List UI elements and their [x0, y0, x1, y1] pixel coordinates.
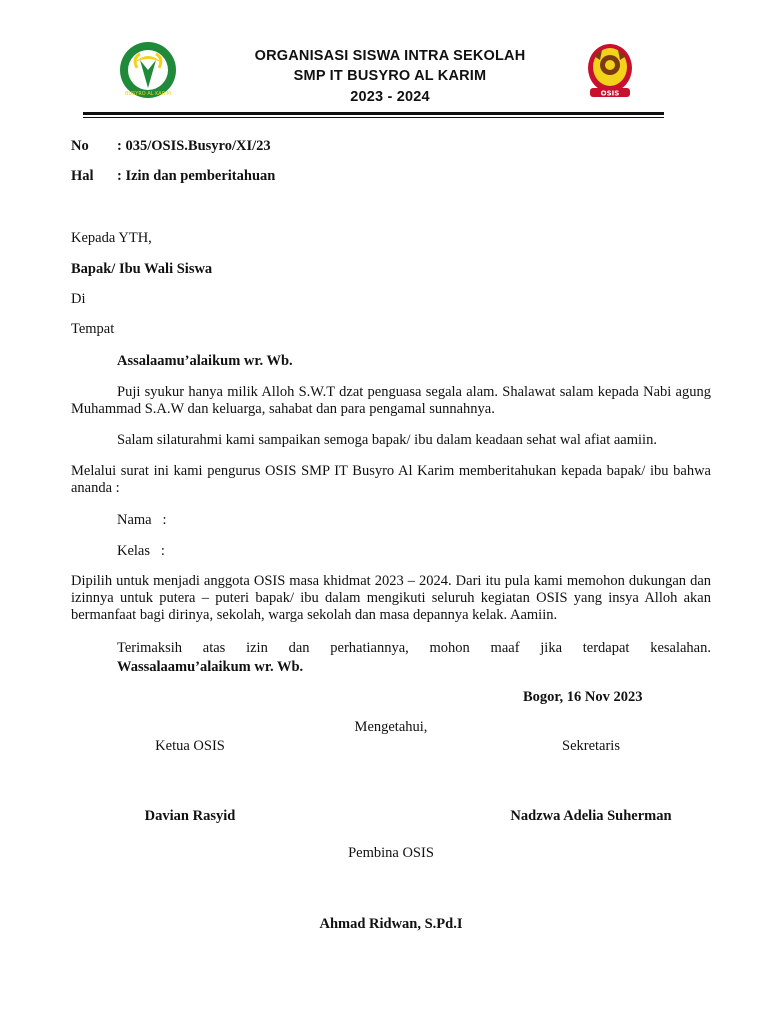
sekretaris-title: Sekretaris [562, 738, 620, 754]
school-name: SMP IT BUSYRO AL KARIM [293, 68, 487, 84]
recipient-name: Bapak/ Ibu Wali Siswa [71, 261, 213, 277]
mengetahui-label: Mengetahui, [354, 719, 428, 735]
header-rule [83, 112, 664, 115]
paragraph-3: Melalui surat ini kami pengurus OSIS SMP IT Busyro Al Karim memberitahukan kepada bapak/ ibu bahwa ananda : [71, 463, 711, 496]
hal-value: : Izin dan pemberitahuan [117, 168, 276, 184]
paragraph-4: Dipilih untuk menjadi anggota OSIS masa khidmat 2023 – 2024. Dari itu pula kami memohon dukungan dan izinnya untuk putera – puteri bapak/ ibu dalam mengikuti seluruh kegiatan OSIS yang insya Alloh akan bermanfaat bagi dirinya, sekolah, warga sekolah dan masa depannya kelak. Aamiin. [71, 573, 711, 623]
sekretaris-name: Nadzwa Adelia Suherman [510, 808, 672, 824]
place-date: Bogor, 16 Nov 2023 [523, 689, 643, 705]
hal-label: Hal [71, 168, 94, 184]
ketua-title: Ketua OSIS [155, 738, 225, 754]
paragraph-2: Salam silaturahmi kami sampaikan semoga bapak/ ibu dalam keadaan sehat wal afiat aamiin. [117, 432, 657, 448]
no-value: : 035/OSIS.Busyro/XI/23 [117, 138, 271, 154]
pembina-name: Ahmad Ridwan, S.Pd.I [319, 916, 463, 932]
org-name: ORGANISASI SISWA INTRA SEKOLAH [254, 48, 526, 64]
svg-text:BUSYRO AL KARIM: BUSYRO AL KARIM [125, 91, 171, 97]
salam-closing: Wassalaamu’alaikum wr. Wb. [117, 659, 304, 675]
school-year: 2023 - 2024 [350, 89, 430, 105]
school-logo [118, 40, 178, 105]
paragraph-5: Terimaksih atas izin dan perhatiannya, mohon maaf jika terdapat kesalahan. [117, 640, 711, 656]
ketua-name: Davian Rasyid [144, 808, 236, 824]
osis-logo [584, 38, 636, 107]
salam-opening: Assalaamu’alaikum wr. Wb. [117, 353, 293, 369]
recipient-tempat: Tempat [71, 321, 115, 337]
osis-emblem-icon [584, 38, 636, 102]
svg-text:OSIS: OSIS [600, 89, 620, 98]
recipient-di: Di [71, 291, 86, 307]
field-nama: Nama : [117, 512, 167, 528]
school-logo-icon [118, 40, 178, 100]
recipient-kepada: Kepada YTH, [71, 230, 152, 246]
paragraph-1: Puji syukur hanya milik Alloh S.W.T dzat penguasa segala alam. Shalawat salam kepada Nabi agung Muhammad S.A.W dan keluarga, sahabat dan para pengamal sunnahnya. [71, 384, 711, 417]
pembina-title: Pembina OSIS [348, 845, 434, 861]
field-kelas: Kelas : [117, 543, 165, 559]
header-rule-thin [83, 117, 664, 118]
no-label: No [71, 138, 89, 154]
